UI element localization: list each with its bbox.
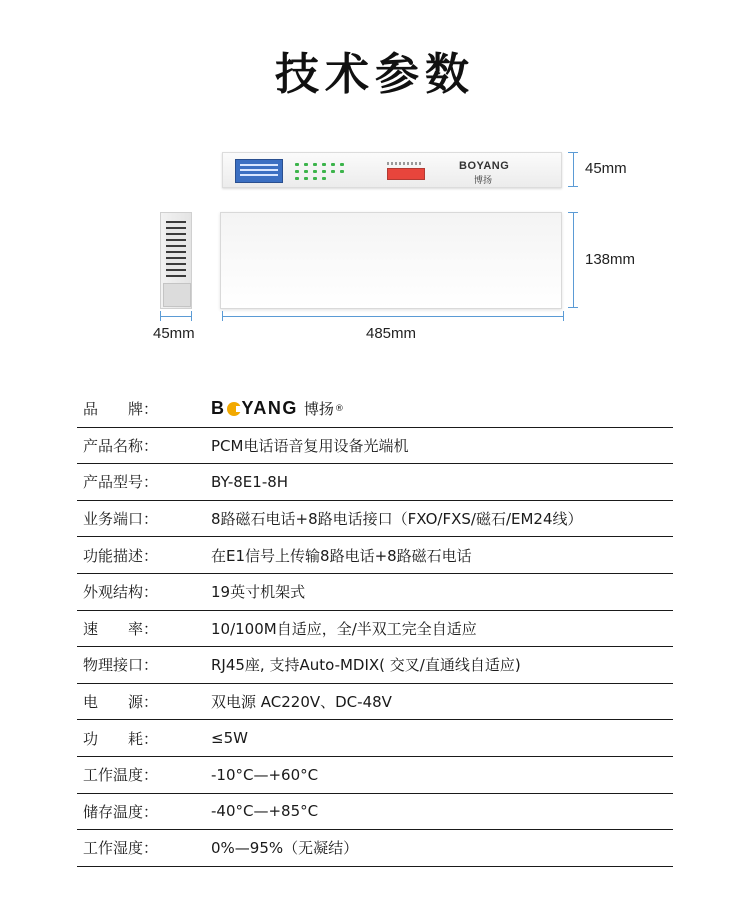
registered-mark: ®	[334, 403, 344, 414]
dim-line-depth	[573, 212, 574, 307]
spec-row	[77, 574, 673, 611]
spec-row	[77, 720, 673, 757]
spec-label: 速 率：	[83, 619, 159, 638]
spec-label: 品 牌：	[83, 400, 159, 419]
dim-tick	[160, 311, 161, 321]
spec-row	[77, 757, 673, 794]
spec-label: 功能描述：	[83, 546, 159, 565]
dim-front-height: 45mm	[585, 160, 627, 177]
device-front-panel	[222, 152, 562, 188]
spec-label: 功 耗：	[83, 729, 159, 748]
dim-tick	[568, 186, 578, 187]
dip-switch-markers	[387, 162, 423, 165]
spec-label: 外观结构：	[83, 583, 159, 602]
spec-value: -10°C—+60°C	[211, 765, 319, 784]
device-logo-en: BOYANG	[459, 160, 510, 172]
dim-tick	[563, 311, 564, 321]
dim-width: 485mm	[366, 325, 417, 342]
mount-bracket	[163, 283, 191, 307]
dim-tick	[222, 311, 223, 321]
dim-tick	[568, 212, 578, 213]
dim-side-width: 45mm	[153, 325, 195, 342]
spec-row	[77, 464, 673, 501]
dim-line-width	[222, 316, 563, 317]
led-indicators	[295, 161, 345, 181]
spec-table	[77, 391, 673, 867]
spec-value: 在E1信号上传输8路电话+8路磁石电话	[211, 546, 472, 565]
spec-label: 业务端口：	[83, 510, 159, 529]
spec-label: 储存温度：	[83, 802, 159, 821]
spec-row	[77, 501, 673, 538]
dim-line-front-height	[573, 152, 574, 186]
spec-value: BY-8E1-8H	[211, 472, 289, 491]
spec-value: PCM电话语音复用设备光端机	[211, 436, 409, 455]
device-logo-cn: 博扬	[474, 176, 493, 186]
brand-logo-suffix: YANG	[241, 398, 298, 419]
spec-row	[77, 611, 673, 648]
spec-label: 电 源：	[83, 693, 159, 712]
spec-row-brand	[77, 391, 673, 428]
brand-logo	[211, 398, 344, 419]
spec-label: 产品名称：	[83, 436, 159, 455]
dim-tick	[568, 307, 578, 308]
spec-label: 工作温度：	[83, 766, 159, 785]
brand-logo-o-icon	[227, 402, 241, 416]
spec-value: RJ45座, 支持Auto-MDIX( 交叉/直通线自适应)	[211, 656, 521, 675]
spec-row	[77, 794, 673, 831]
page-title: 技术参数	[275, 49, 475, 100]
brand-logo-cn: 博扬	[303, 400, 334, 419]
spec-value: 10/100M自适应，全/半双工完全自适应	[211, 619, 477, 638]
dim-line-side-width	[160, 316, 191, 317]
spec-label: 物理接口：	[83, 656, 159, 675]
spec-value: 0%—95%（无凝结）	[211, 839, 359, 858]
spec-value: -40°C—+85°C	[211, 802, 319, 821]
spec-row	[77, 830, 673, 867]
dim-tick	[568, 152, 578, 153]
spec-row	[77, 647, 673, 684]
device-top-view	[220, 212, 562, 309]
product-label-sticker	[235, 159, 283, 183]
spec-row	[77, 537, 673, 574]
dim-depth: 138mm	[585, 251, 636, 268]
spec-row	[77, 684, 673, 721]
device-side-view	[160, 212, 192, 309]
brand-logo-prefix: B	[211, 398, 226, 419]
spec-label: 工作湿度：	[83, 839, 159, 858]
dim-tick	[191, 311, 192, 321]
spec-value: 8路磁石电话+8路电话接口（FXO/FXS/磁石/EM24线）	[211, 510, 583, 529]
spec-value: 双电源 AC220V、DC-48V	[211, 693, 392, 712]
spec-row	[77, 428, 673, 465]
vent-grille	[166, 221, 186, 277]
spec-label: 产品型号：	[83, 473, 159, 492]
spec-value: 19英寸机架式	[211, 583, 306, 602]
dip-switch	[387, 168, 425, 180]
spec-value: ≤5W	[211, 729, 248, 748]
